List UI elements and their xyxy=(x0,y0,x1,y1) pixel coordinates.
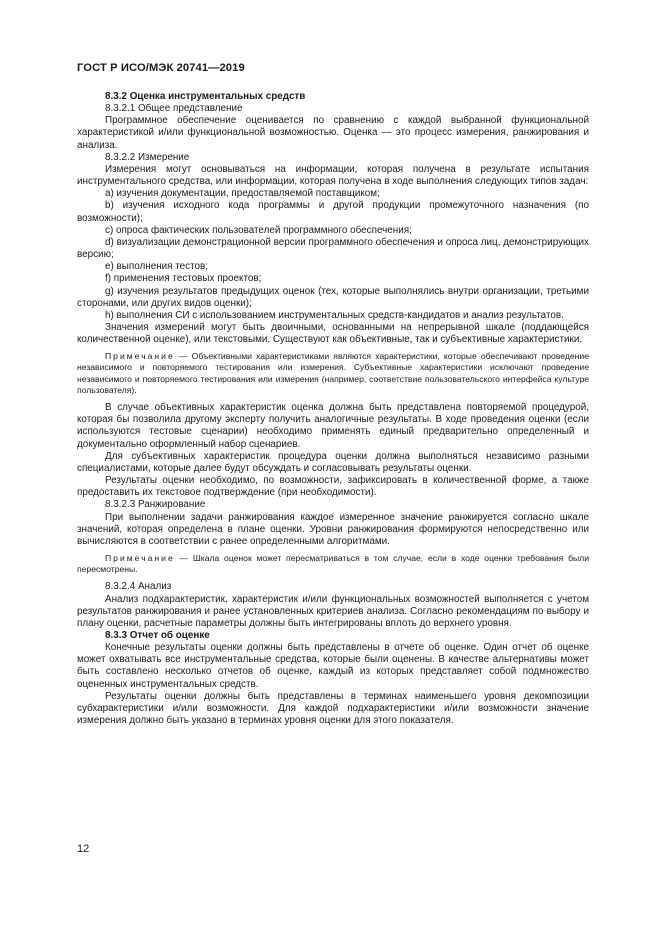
body-paragraph: Результаты оценки должны быть представлены в терминах наименьшего уровня декомпозиции субхарактеристики и/или возможности. Для каждой подхарактеристики и/или возможности значение измерения должно быть указано в терминах уровня оценки для этого показателя. xyxy=(77,690,589,727)
note-paragraph xyxy=(77,351,589,396)
note-label: Примечание xyxy=(105,351,175,362)
document-body xyxy=(77,91,589,727)
body-paragraph: При выполнении задачи ранжирования каждое измеренное значение ранжируется согласно шкале значений, которая определена в плане оценки. Уровни ранжирования формируются непосредственно или вычисляются в соответствии с ранее определенными алгоритмами. xyxy=(77,511,589,547)
note-text: — Объективными характеристиками являются характеристики, которые обеспечивают проведение независимого и повторяемого тестирования или измерения. Субъективные характеристики исключают проведение независимого и повторяемого тестирования или измерения (например, соответствие пользовательского интерфейса культуре пользователя). xyxy=(77,351,589,395)
body-paragraph: 8.3.2.3 Ранжирование xyxy=(105,499,206,511)
body-paragraph: 8.3.2.1 Общее представление xyxy=(105,103,243,115)
body-paragraph: Для субъективных характеристик процедура оценки должна выполняться независимо разными специалистами, которые далее будут обсуждать и согласовывать результаты оценки. xyxy=(77,450,589,474)
body-paragraph: Значения измерений могут быть двоичными, основанными на непрерывной шкале (поддающейся количественной оценке), или текстовыми. Существуют как объективные, так и субъективные характеристики. xyxy=(77,321,589,346)
body-paragraph: Конечные результаты оценки должны быть представлены в отчете об оценке. Один отчет об оценке может охватывать все инструментальные средства, которые были оценены. В качестве альтернативы может быть составлено несколько отчетов об оценке, каждый из которых представляет собой подмножество оцененных инструментальных средств. xyxy=(77,642,589,690)
body-paragraph: а) изучения документации, предоставляемой поставщиком; xyxy=(105,188,380,200)
body-paragraph: Программное обеспечение оценивается по сравнению с каждой выбранной функциональной характеристикой и/или функциональной возможностью. Оценка — это процесс измерения, ранжирования и анализа. xyxy=(77,115,589,151)
body-paragraph: Анализ подхарактеристик, характеристик и/или функциональных возможностей выполняется с учетом результатов ранжирования и ранее установленных критериев анализа. Согласно рекомендациям по выбору и плану оценки, расчетные параметры должны быть интегрированы вплоть до верхнего уровня. xyxy=(77,593,589,629)
section-heading: 8.3.3 Отчет об оценке xyxy=(105,630,210,641)
body-paragraph: 8.3.2.4 Анализ xyxy=(105,581,172,593)
body-paragraph: В случае объективных характеристик оценка должна быть представлена повторяемой процедурой, которая бы позволила другому эксперту получить аналогичные результаты. В ходе проведения оценки (если используются тестовые сценарии) необходимо применять единый предварительно определенный и документально оформленный набор сценариев. xyxy=(77,402,589,450)
page-number: 12 xyxy=(77,843,90,855)
body-paragraph: h) выполнения СИ с использованием инструментальных средств-кандидатов и анализ результатов. xyxy=(105,309,564,321)
body-paragraph: b) изучения исходного кода программы и другой продукции промежуточного назначения (по возможности); xyxy=(77,200,589,224)
section-heading: 8.3.2 Оценка инструментальных средств xyxy=(105,91,306,102)
body-paragraph: c) опроса фактических пользователей программного обеспечения; xyxy=(105,224,412,236)
document-header: ГОСТ Р ИСО/МЭК 20741—2019 xyxy=(77,62,245,74)
note-text: — Шкала оценок может пересматриваться в том случае, если в ходе оценки требования были пересмотрены. xyxy=(77,552,589,575)
note-paragraph xyxy=(77,553,589,575)
body-paragraph: d) визуализации демонстрационной версии программного обеспечения и опроса лиц, демонстрирующих версию; xyxy=(77,236,589,261)
note-label: Примечание xyxy=(105,552,175,563)
body-paragraph: 8.3.2.2 Измерение xyxy=(105,151,190,163)
body-paragraph: Результаты оценки необходимо, по возможности, зафиксировать в количественной форме, а также предоставить их текстовое подтверждение (при необходимости). xyxy=(77,475,589,499)
body-paragraph: e) выполнения тестов; xyxy=(105,261,208,273)
body-paragraph: f) применения тестовых проектов; xyxy=(105,273,262,285)
body-paragraph: Измерения могут основываться на информации, которая получена в результате испытания инструментального средства, или информации, которая получена в ходе выполнения следующих типов задач: xyxy=(77,163,589,188)
body-paragraph: g) изучения результатов предыдущих оценок (тех, которые выполнялись внутри организации, третьими сторонами, или других видов оценки); xyxy=(77,285,589,309)
